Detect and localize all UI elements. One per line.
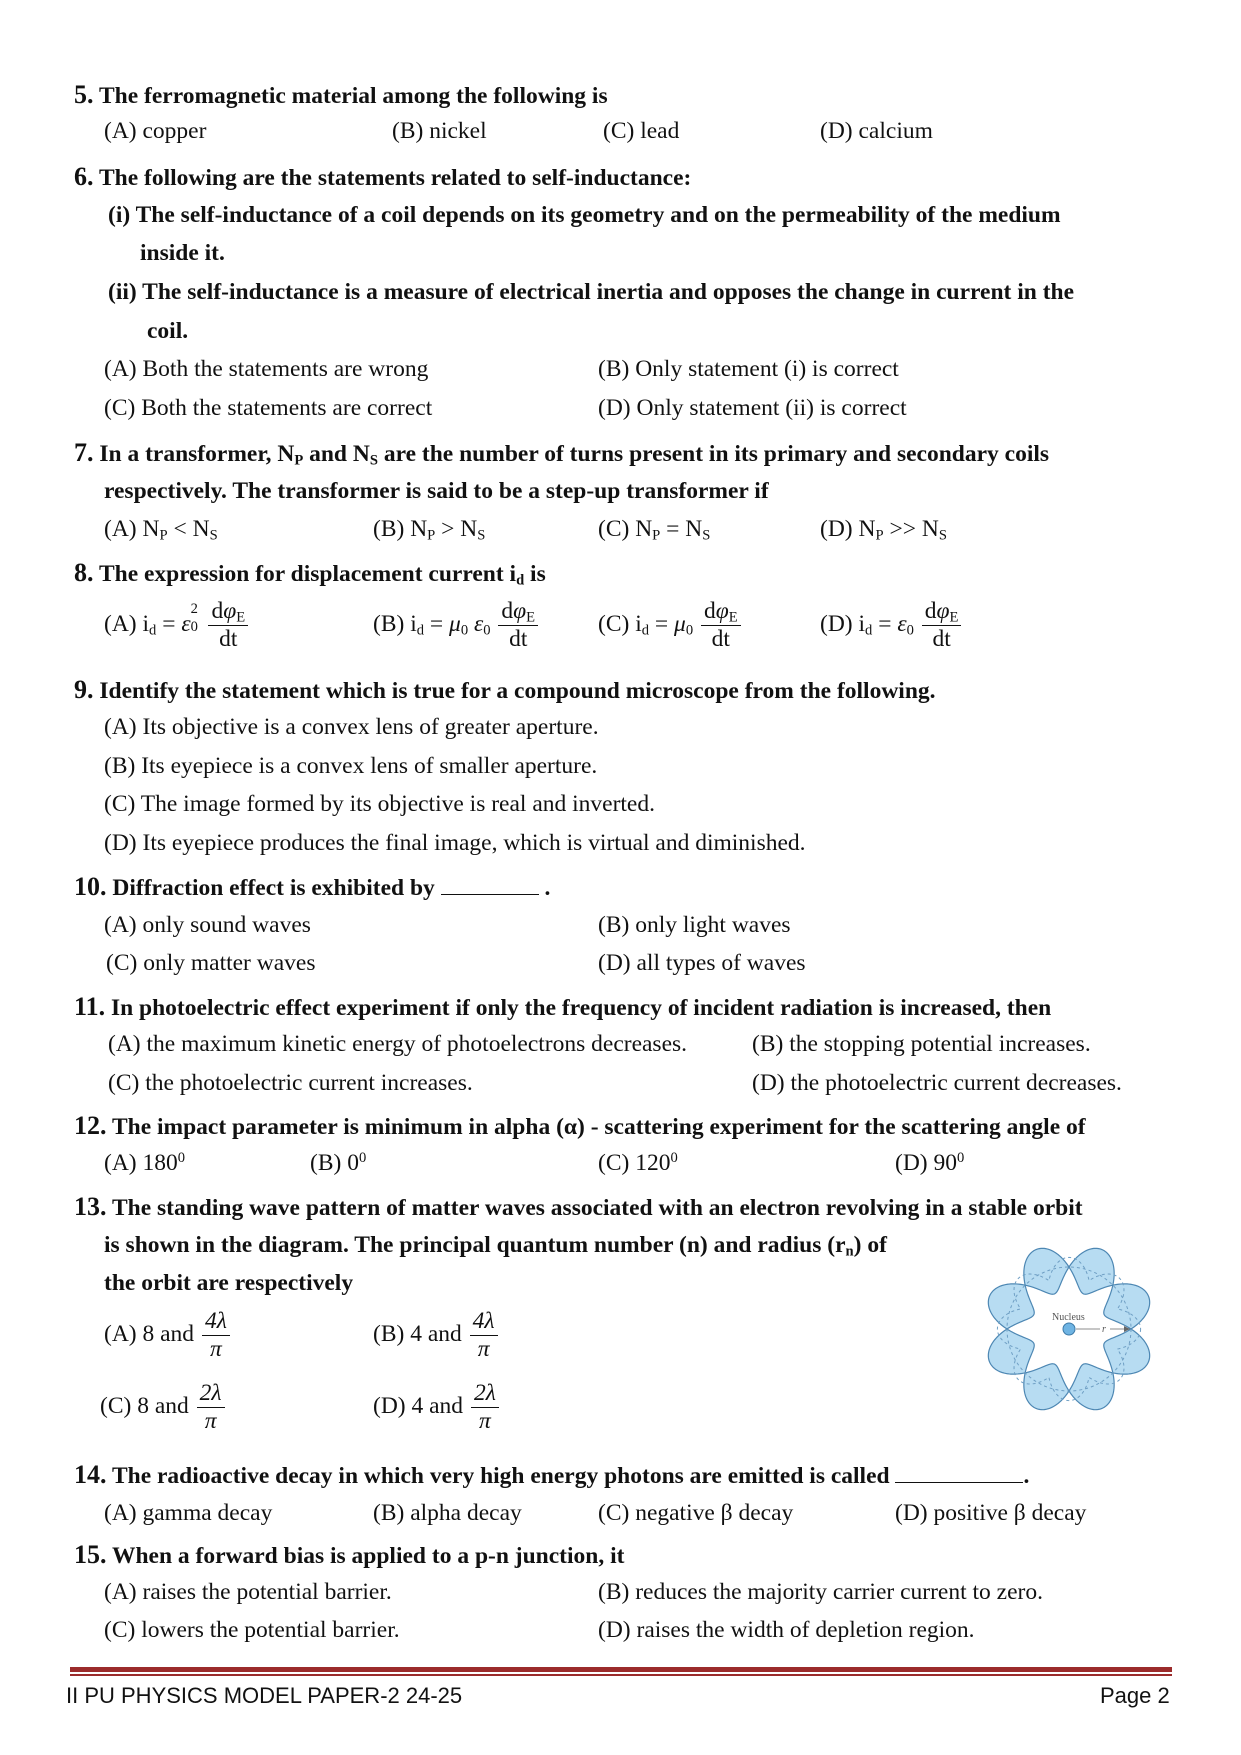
option-label: (A) i bbox=[104, 610, 150, 637]
question-text: The radioactive decay in which very high energy photons are emitted is called bbox=[111, 1463, 890, 1489]
option-b: (B) nickel bbox=[392, 118, 487, 144]
subscript: 0 bbox=[460, 622, 469, 639]
subscript: E bbox=[949, 609, 959, 626]
question-text: When a forward bias is applied to a p-n junction, it bbox=[111, 1543, 625, 1569]
fraction-denominator: π bbox=[477, 1336, 490, 1363]
fraction-denominator: π bbox=[204, 1408, 217, 1435]
question-text: The following are the statements related to self-inductance: bbox=[98, 165, 692, 191]
option-c: (C) Both the statements are correct bbox=[104, 395, 433, 421]
answer-blank bbox=[895, 1462, 1023, 1483]
option-a bbox=[104, 516, 218, 543]
fraction bbox=[498, 598, 538, 653]
option-label: (D) 4 and bbox=[373, 1392, 464, 1419]
question-text: The ferromagnetic material among the following is bbox=[98, 83, 608, 109]
option-label: (C) 8 and bbox=[100, 1392, 189, 1419]
option-d: (D) raises the width of depletion region. bbox=[598, 1617, 975, 1643]
question-text: The standing wave pattern of matter waves associated with an electron revolving in a stable orbit bbox=[111, 1195, 1083, 1221]
option-a: (A) raises the potential barrier. bbox=[104, 1579, 392, 1605]
mu-symbol: μ bbox=[674, 610, 686, 637]
option-b: (B) alpha decay bbox=[373, 1500, 522, 1526]
degree-superscript: 0 bbox=[358, 1150, 367, 1166]
subscript: n bbox=[845, 1243, 854, 1260]
subscript: d bbox=[865, 622, 873, 639]
subscript: E bbox=[728, 609, 738, 626]
question-14 bbox=[74, 1460, 1029, 1490]
question-number: 5. bbox=[74, 80, 94, 109]
d-symbol: d bbox=[211, 598, 224, 624]
option-c bbox=[598, 516, 710, 543]
option-b bbox=[373, 516, 485, 543]
subscript: E bbox=[236, 609, 246, 626]
subscript: P bbox=[652, 527, 661, 544]
option-label: (A) N bbox=[104, 516, 160, 542]
subscript: P bbox=[875, 527, 884, 544]
d-symbol: d bbox=[924, 598, 937, 624]
question-10 bbox=[74, 872, 550, 902]
option-c bbox=[598, 598, 743, 653]
question-12 bbox=[74, 1111, 1086, 1141]
option-d: (D) Only statement (ii) is correct bbox=[598, 395, 907, 421]
option-label: (A) 180 bbox=[104, 1150, 178, 1176]
option-b: (B) reduces the majority carrier current to zero. bbox=[598, 1579, 1043, 1605]
question-7-line-2: respectively. The transformer is said to be a step-up transformer if bbox=[104, 478, 769, 504]
option-d: (D) all types of waves bbox=[598, 950, 806, 976]
nucleus-dot bbox=[1063, 1323, 1075, 1335]
option-b: (B) the stopping potential increases. bbox=[752, 1031, 1091, 1057]
option-label: (C) N bbox=[598, 516, 653, 542]
question-text: In photoelectric effect experiment if only the frequency of incident radiation is increased, then bbox=[110, 995, 1052, 1021]
subscript: S bbox=[209, 527, 218, 544]
question-number: 15. bbox=[74, 1540, 107, 1569]
option-a bbox=[104, 1150, 185, 1177]
equals: = bbox=[156, 610, 182, 637]
option-c: (C) lowers the potential barrier. bbox=[104, 1617, 400, 1643]
question-text: The impact parameter is minimum in alpha (α) - scattering experiment for the scattering angle of bbox=[111, 1114, 1086, 1140]
subscript: S bbox=[702, 527, 711, 544]
fraction-denominator: π bbox=[210, 1336, 222, 1363]
option-label: (B) N bbox=[373, 516, 428, 542]
nucleus-label: Nucleus bbox=[1052, 1312, 1085, 1323]
degree-superscript: 0 bbox=[177, 1150, 186, 1166]
option-a: (A) $i_d = \varepsilon$ 2 0 $\frac{d\varphi_E}{dt}$ bbox=[104, 598, 250, 653]
option-label: (A) 8 and bbox=[104, 1320, 195, 1347]
subscript: P bbox=[294, 452, 304, 469]
d-symbol: d bbox=[501, 598, 514, 624]
fraction-numerator: 4λ bbox=[202, 1308, 230, 1336]
option-d: (D) calcium bbox=[820, 118, 933, 144]
option-label: (D) i bbox=[820, 610, 866, 637]
equals: = bbox=[872, 610, 898, 637]
question-text: Diffraction effect is exhibited by bbox=[112, 875, 435, 901]
fraction bbox=[208, 598, 248, 653]
option-a bbox=[104, 1308, 232, 1363]
fraction-numerator bbox=[498, 598, 538, 626]
relation: = N bbox=[660, 516, 703, 542]
fraction-numerator bbox=[208, 598, 248, 626]
question-tail: . bbox=[538, 875, 551, 901]
question-number: 11. bbox=[74, 992, 106, 1021]
statement-i-line-1: (i) The self-inductance of a coil depends on its geometry and on the permeability of the medium bbox=[108, 202, 1061, 228]
option-d: (D) positive β decay bbox=[895, 1500, 1087, 1526]
subscript: S bbox=[369, 452, 378, 469]
question-13-line-3: the orbit are respectively bbox=[104, 1270, 354, 1296]
answer-blank bbox=[441, 874, 539, 895]
option-b: (B) only light waves bbox=[598, 912, 791, 938]
relation: >> N bbox=[883, 516, 939, 542]
question-6 bbox=[74, 162, 691, 192]
question-number: 13. bbox=[74, 1192, 107, 1221]
question-text-part: The expression for displacement current i bbox=[98, 561, 517, 587]
fraction-denominator: dt bbox=[219, 626, 238, 653]
fraction-numerator: 4λ bbox=[470, 1308, 498, 1336]
question-number: 12. bbox=[74, 1111, 107, 1140]
option-label: (C) 120 bbox=[598, 1150, 671, 1176]
statement-ii-line-2: coil. bbox=[147, 318, 189, 344]
option-d bbox=[373, 1380, 501, 1435]
epsilon-symbol: ε bbox=[897, 610, 907, 637]
fraction-numerator: 2λ bbox=[471, 1380, 499, 1408]
question-number: 14. bbox=[74, 1460, 107, 1489]
relation: > N bbox=[435, 516, 478, 542]
question-number: 7. bbox=[74, 438, 94, 467]
question-text: Identify the statement which is true for a compound microscope from the following. bbox=[99, 678, 936, 704]
question-text-part: are the number of turns present in its primary and secondary coils bbox=[377, 441, 1050, 467]
option-b bbox=[310, 1150, 366, 1177]
fraction-denominator: dt bbox=[932, 626, 951, 653]
mu-symbol: μ bbox=[449, 610, 461, 637]
question-text-part: and N bbox=[303, 441, 370, 467]
option-d: (D) Its eyepiece produces the final image, which is virtual and diminished. bbox=[104, 830, 806, 856]
phi-symbol: φ bbox=[715, 598, 729, 624]
phi-symbol: φ bbox=[513, 598, 527, 624]
option-d bbox=[820, 516, 947, 543]
option-label: (B) 0 bbox=[310, 1150, 359, 1176]
option-label: (B) i bbox=[373, 610, 417, 637]
statement-ii-line-1: (ii) The self-inductance is a measure of electrical inertia and opposes the change in current in the bbox=[108, 279, 1075, 305]
option-c: (C) only matter waves bbox=[106, 950, 316, 976]
question-text-part: is bbox=[524, 561, 546, 587]
fraction bbox=[197, 1380, 225, 1435]
fraction-denominator: dt bbox=[509, 626, 528, 653]
subscript: d bbox=[516, 572, 525, 589]
option-c: (C) The image formed by its objective is real and inverted. bbox=[104, 791, 655, 817]
option-b bbox=[373, 598, 540, 653]
subscript: P bbox=[159, 527, 168, 544]
radius-label: r bbox=[1102, 1324, 1106, 1335]
fraction-denominator: dt bbox=[711, 626, 730, 653]
question-number: 10. bbox=[74, 872, 107, 901]
question-5 bbox=[74, 80, 608, 110]
subscript: d bbox=[641, 622, 650, 639]
epsilon-symbol: ε bbox=[473, 610, 484, 637]
option-a: (A) the maximum kinetic energy of photoelectrons decreases. bbox=[108, 1031, 688, 1057]
option-d bbox=[820, 598, 963, 653]
option-c bbox=[100, 1380, 227, 1435]
fraction bbox=[470, 1308, 498, 1363]
option-b bbox=[373, 1308, 500, 1363]
fraction-denominator: π bbox=[479, 1408, 491, 1435]
subscript: P bbox=[427, 527, 436, 544]
option-label: (C) i bbox=[598, 610, 642, 637]
option-d bbox=[895, 1150, 964, 1177]
subscript: 0 bbox=[483, 622, 491, 639]
degree-superscript: 0 bbox=[957, 1150, 965, 1166]
question-number: 6. bbox=[74, 162, 94, 191]
relation: < N bbox=[167, 516, 210, 542]
equals: = bbox=[424, 610, 450, 637]
fraction-numerator: 2λ bbox=[197, 1380, 225, 1408]
equals: = bbox=[649, 610, 675, 637]
fraction-numerator bbox=[701, 598, 741, 626]
fraction bbox=[202, 1308, 230, 1363]
question-number: 8. bbox=[74, 558, 94, 587]
epsilon-symbol: ε bbox=[181, 610, 191, 637]
subscript: d bbox=[416, 622, 425, 639]
question-13 bbox=[74, 1192, 1083, 1222]
option-c: (C) lead bbox=[603, 118, 680, 144]
statement-i-line-2: inside it. bbox=[140, 240, 225, 266]
option-a: (A) Its objective is a convex lens of greater aperture. bbox=[104, 714, 599, 740]
phi-symbol: φ bbox=[223, 598, 237, 624]
fraction bbox=[701, 598, 741, 653]
question-text-part: In a transformer, N bbox=[99, 441, 295, 467]
fraction-numerator bbox=[922, 598, 962, 626]
subscript: E bbox=[526, 609, 536, 626]
option-d: (D) the photoelectric current decreases. bbox=[752, 1070, 1122, 1096]
subscript: S bbox=[477, 527, 486, 544]
phi-symbol: φ bbox=[936, 598, 950, 624]
question-9 bbox=[74, 675, 936, 705]
question-text-part: ) of bbox=[853, 1232, 887, 1258]
subscript: S bbox=[938, 527, 947, 544]
question-8 bbox=[74, 558, 546, 588]
degree-superscript: 0 bbox=[670, 1150, 678, 1166]
question-tail: . bbox=[1023, 1463, 1030, 1489]
question-15 bbox=[74, 1540, 624, 1570]
option-c: (C) the photoelectric current increases. bbox=[108, 1070, 473, 1096]
footer-rule-thin bbox=[70, 1674, 1172, 1676]
option-a: (A) gamma decay bbox=[104, 1500, 273, 1526]
option-label: (B) 4 and bbox=[373, 1320, 462, 1347]
subscript: 0 bbox=[906, 622, 914, 639]
option-c: (C) negative β decay bbox=[598, 1500, 794, 1526]
option-b: (B) Only statement (i) is correct bbox=[598, 356, 899, 382]
option-c bbox=[598, 1150, 678, 1177]
option-a: (A) only sound waves bbox=[104, 912, 311, 938]
standing-wave-orbit-diagram bbox=[980, 1240, 1158, 1418]
question-13-line-2 bbox=[104, 1232, 887, 1259]
option-a: (A) copper bbox=[104, 118, 207, 144]
question-number: 9. bbox=[74, 675, 94, 704]
question-11 bbox=[74, 992, 1051, 1022]
footer-title: II PU PHYSICS MODEL PAPER-2 24-25 bbox=[66, 1683, 463, 1708]
option-a: (A) Both the statements are wrong bbox=[104, 356, 429, 382]
option-b: (B) Its eyepiece is a convex lens of smaller aperture. bbox=[104, 753, 598, 779]
subscript: 0 bbox=[685, 622, 694, 639]
fraction bbox=[471, 1380, 499, 1435]
question-text-part: is shown in the diagram. The principal quantum number (n) and radius (r bbox=[104, 1232, 846, 1258]
footer-rule-thick bbox=[70, 1667, 1172, 1672]
option-label: (D) 90 bbox=[895, 1150, 957, 1176]
page-number: Page 2 bbox=[1100, 1683, 1170, 1708]
option-label: (D) N bbox=[820, 516, 876, 542]
d-symbol: d bbox=[703, 598, 716, 624]
fraction bbox=[922, 598, 962, 653]
question-7 bbox=[74, 438, 1049, 468]
subscript: d bbox=[149, 622, 157, 639]
